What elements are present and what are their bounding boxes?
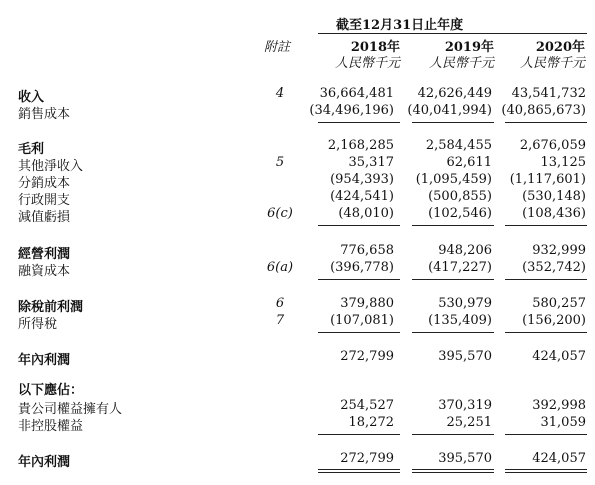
cell-non-controlling-interests-2018: 18,272 xyxy=(348,415,394,430)
cell-impairment-losses-2019: (102,546) xyxy=(428,206,492,221)
cell-admin-expenses-2019: (500,855) xyxy=(428,189,492,204)
period-heading: 截至12月31日止年度 xyxy=(336,18,464,33)
cell-profit-for-year-2018: 272,799 xyxy=(340,349,394,364)
double-total-rule xyxy=(318,472,400,473)
row-label-profit-for-year: 年內利潤 xyxy=(18,353,71,368)
row-label-profit-for-year-total: 年內利潤 xyxy=(18,455,71,470)
subtotal-rule xyxy=(505,279,587,280)
row-label-revenue: 收入 xyxy=(18,90,45,105)
subtotal-rule xyxy=(412,434,494,435)
cell-revenue-2020: 43,541,732 xyxy=(511,86,586,101)
cell-operating-profit-2018: 776,658 xyxy=(340,243,394,258)
row-note-profit-before-tax: 6 xyxy=(275,296,285,311)
cell-non-controlling-interests-2019: 25,251 xyxy=(446,415,492,430)
cell-profit-for-year-total-2018: 272,799 xyxy=(340,451,394,466)
subtotal-rule xyxy=(505,332,587,333)
cell-cost-of-sales-2020: (40,865,673) xyxy=(501,103,586,118)
cell-distribution-costs-2019: (1,095,459) xyxy=(415,172,492,187)
unit-2018-header: 人民幣千元 xyxy=(334,56,400,71)
row-label-operating-profit: 經營利潤 xyxy=(18,247,71,262)
row-note-revenue: 4 xyxy=(275,86,285,101)
row-label-impairment-losses: 減值虧損 xyxy=(18,210,71,225)
subtotal-rule xyxy=(318,122,400,123)
subtotal-rule xyxy=(318,332,400,333)
cell-other-net-income-2019: 62,611 xyxy=(446,155,492,170)
cell-admin-expenses-2018: (424,541) xyxy=(330,189,394,204)
cell-income-tax-2018: (107,081) xyxy=(330,313,394,328)
cell-income-tax-2020: (156,200) xyxy=(522,313,586,328)
row-label-equity-shareholders: 貴公司權益擁有人 xyxy=(18,402,123,417)
double-total-rule xyxy=(505,472,587,473)
subtotal-rule xyxy=(505,122,587,123)
cell-gross-profit-2019: 2,584,455 xyxy=(425,138,492,153)
row-label-other-net-income: 其他淨收入 xyxy=(18,159,84,174)
row-label-attributable-to: 以下應佔： xyxy=(18,383,84,398)
cell-revenue-2018: 36,664,481 xyxy=(319,86,394,101)
cell-profit-for-year-total-2020: 424,057 xyxy=(532,451,586,466)
year-2020-header: 2020年 xyxy=(535,40,585,55)
cell-impairment-losses-2018: (48,010) xyxy=(338,206,394,221)
cell-income-tax-2019: (135,409) xyxy=(428,313,492,328)
row-label-admin-expenses: 行政開支 xyxy=(18,193,71,208)
cell-impairment-losses-2020: (108,436) xyxy=(522,206,586,221)
year-2019-header: 2019年 xyxy=(444,40,494,55)
cell-distribution-costs-2018: (954,393) xyxy=(330,172,394,187)
cell-revenue-2019: 42,626,449 xyxy=(417,86,492,101)
cell-gross-profit-2020: 2,676,059 xyxy=(519,138,586,153)
subtotal-rule xyxy=(412,332,494,333)
cell-profit-before-tax-2018: 379,880 xyxy=(340,296,394,311)
cell-operating-profit-2020: 932,999 xyxy=(532,243,586,258)
cell-finance-costs-2018: (396,778) xyxy=(330,260,394,275)
row-note-finance-costs: 6(a) xyxy=(266,260,294,275)
double-total-rule xyxy=(412,472,494,473)
cell-gross-profit-2018: 2,168,285 xyxy=(327,138,394,153)
subtotal-rule xyxy=(412,122,494,123)
cell-finance-costs-2019: (417,227) xyxy=(428,260,492,275)
cell-admin-expenses-2020: (530,148) xyxy=(522,189,586,204)
double-total-rule xyxy=(412,469,494,470)
row-label-cost-of-sales: 銷售成本 xyxy=(18,107,71,122)
header-rule xyxy=(318,33,587,34)
subtotal-rule xyxy=(412,225,494,226)
cell-other-net-income-2018: 35,317 xyxy=(348,155,394,170)
subtotal-rule xyxy=(318,434,400,435)
row-label-distribution-costs: 分銷成本 xyxy=(18,176,71,191)
cell-finance-costs-2020: (352,742) xyxy=(522,260,586,275)
cell-profit-before-tax-2020: 580,257 xyxy=(532,296,586,311)
row-note-impairment-losses: 6(c) xyxy=(267,206,293,221)
cell-equity-shareholders-2020: 392,998 xyxy=(532,398,586,413)
subtotal-rule xyxy=(318,279,400,280)
cell-profit-for-year-2020: 424,057 xyxy=(532,349,586,364)
year-2018-header: 2018年 xyxy=(350,40,400,55)
cell-profit-for-year-total-2019: 395,570 xyxy=(438,451,492,466)
cell-equity-shareholders-2019: 370,319 xyxy=(438,398,492,413)
cell-operating-profit-2019: 948,206 xyxy=(438,243,492,258)
subtotal-rule xyxy=(318,225,400,226)
row-label-finance-costs: 融資成本 xyxy=(18,264,71,279)
row-label-gross-profit: 毛利 xyxy=(18,142,45,157)
row-label-income-tax: 所得稅 xyxy=(18,317,58,332)
row-label-profit-before-tax: 除稅前利潤 xyxy=(18,300,84,315)
cell-profit-for-year-2019: 395,570 xyxy=(438,349,492,364)
unit-2019-header: 人民幣千元 xyxy=(428,56,494,71)
cell-profit-before-tax-2019: 530,979 xyxy=(438,296,492,311)
row-note-other-net-income: 5 xyxy=(275,155,285,170)
note-column-header: 附註 xyxy=(264,40,291,55)
subtotal-rule xyxy=(505,225,587,226)
cell-cost-of-sales-2018: (34,496,196) xyxy=(309,103,394,118)
double-total-rule xyxy=(318,469,400,470)
cell-non-controlling-interests-2020: 31,059 xyxy=(540,415,586,430)
cell-other-net-income-2020: 13,125 xyxy=(540,155,586,170)
cell-cost-of-sales-2019: (40,041,994) xyxy=(407,103,492,118)
row-label-non-controlling-interests: 非控股權益 xyxy=(18,419,84,434)
subtotal-rule xyxy=(505,434,587,435)
cell-distribution-costs-2020: (1,117,601) xyxy=(509,172,586,187)
cell-equity-shareholders-2018: 254,527 xyxy=(340,398,394,413)
double-total-rule xyxy=(505,469,587,470)
row-note-income-tax: 7 xyxy=(275,313,285,328)
unit-2020-header: 人民幣千元 xyxy=(519,56,585,71)
subtotal-rule xyxy=(412,279,494,280)
